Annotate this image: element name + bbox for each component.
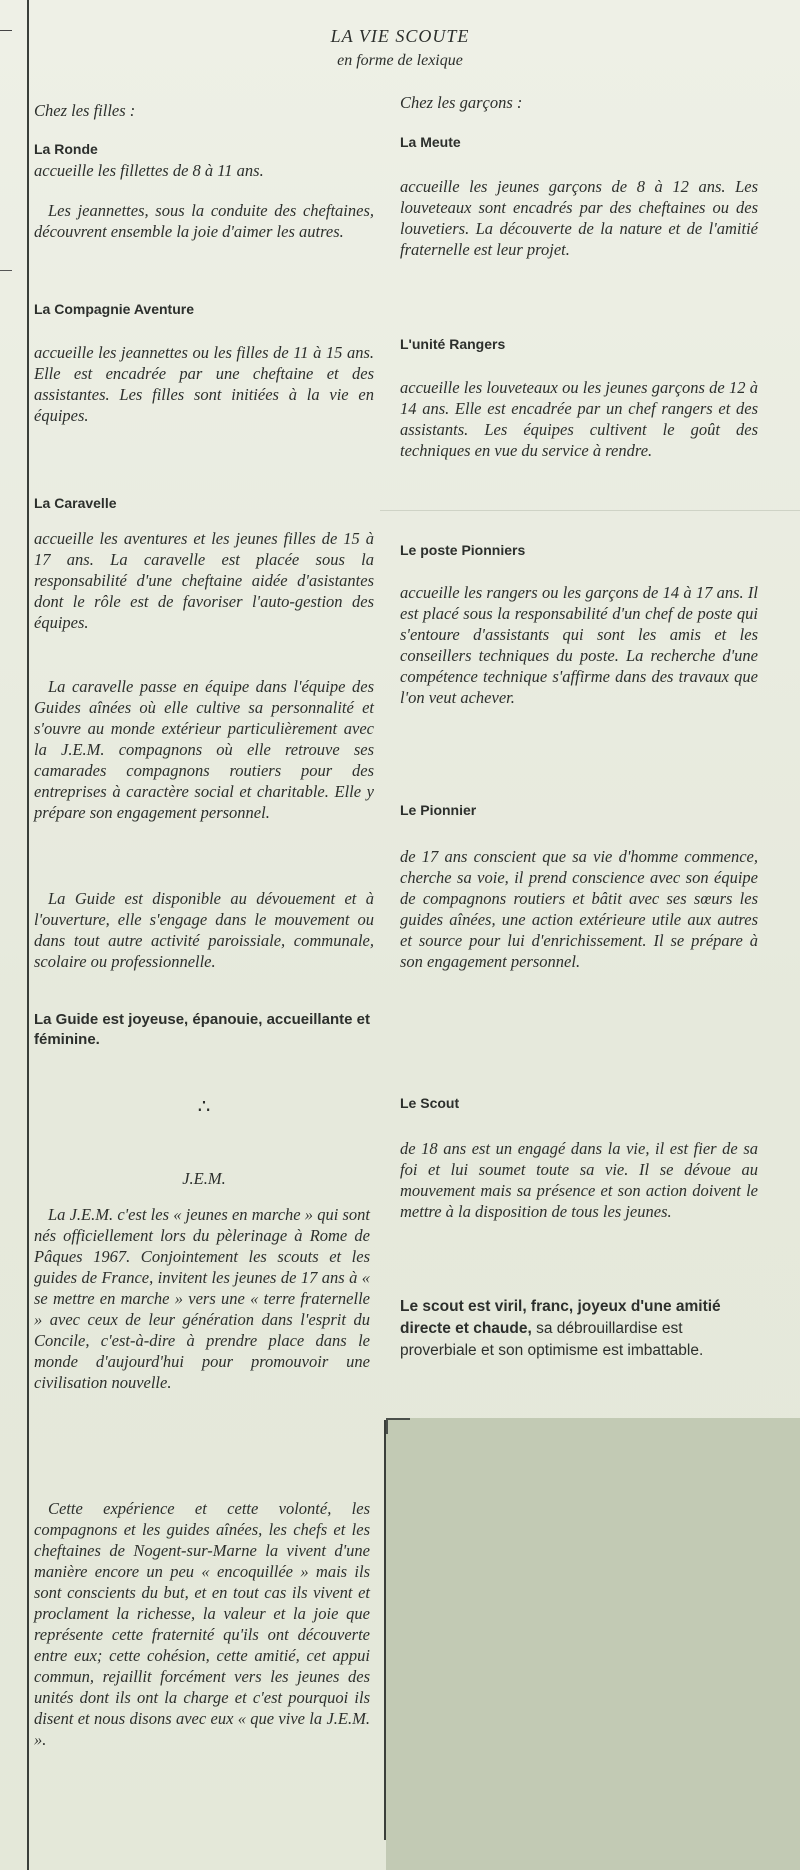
pionniers-text: accueille les rangers ou les garçons de 14 à 17 ans. Il est placé sous la responsabilité d'un chef de poste qui s'entoure d'assistants qui sont les amis et les conseillers techniques du poste. La recherche d'une compétence technique s'affirme dans des travaux que l'on veut achever.: [400, 583, 758, 707]
jem-text-1: La J.E.M. c'est les « jeunes en marche » qui sont nés officiellement lors du pèlerinage à Rome de Pâques 1967. Conjointement les scouts et les guides de France, invitent les jeunes de 17 ans à « se mettre en marche » vers une « terre fraternelle » avec ceux de leur génération dans l'esprit du Concile, c'est-à-dire à prendre place dans le monde d'aujourd'hui pour promouvoir une civilisation nouvelle.: [34, 1205, 370, 1392]
rangers-text: accueille les louveteaux ou les jeunes garçons de 12 à 14 ans. Elle est encadrée par un chef rangers et des assistants. Les équipes cultivent le goût des techniques en vue du service à rendre.: [400, 378, 758, 460]
rangers-heading: L'unité Rangers: [400, 336, 506, 352]
scout-text-2-rest: sa débrouillardise est proverbiale et son optimisme est imbattable.: [400, 1320, 704, 1359]
edge-mark: [0, 270, 12, 271]
scout-heading: Le Scout: [400, 1095, 460, 1111]
left-column-rule: [27, 0, 29, 1870]
scout-text-2-bold: Le scout est viril, franc, joyeux d'une amitié directe et chaude,: [400, 1298, 721, 1337]
jem-text-2: Cette expérience et cette volonté, les compagnons et les guides aînées, les chefs et les cheftaines de Nogent-sur-Marne la vivent d'une manière encore un peu « encoquillée » mais ils sont conscients du but, et en tout cas ils vivent et proclament la richesse, la valeur et la joie que représente cette fraternité qu'ils ont découverte entre eux; cette cohésion, cette amitié, cet appui commun, rejaillit forcément vers les jeunes des unités dont ils ont la charge et c'est pourquoi ils disent et nous disons avec eux « que vive la J.E.M. ».: [34, 1499, 370, 1749]
corner-mark: [386, 1418, 388, 1434]
column-rule: [384, 1420, 386, 1840]
ronde-text: accueille les fillettes de 8 à 11 ans.: [34, 161, 264, 180]
meute-heading: La Meute: [400, 134, 461, 150]
scout-text: de 18 ans est un engagé dans la vie, il est fier de sa foi et lui soumet toute sa vie. Il se dévoue au mouvement mais sa présence et son action doivent le mettre à la disposition de tous les jeunes.: [400, 1139, 758, 1221]
caravelle-text-2: La caravelle passe en équipe dans l'équipe des Guides aînées où elle cultive sa personnalité et s'ouvre au monde extérieur particulièrement avec la J.E.M. compagnons où elle retrouve ses camarades compagnons routiers pour des entreprises à caractère social et charitable. Elle y prépare son engagement personnel.: [34, 677, 374, 822]
article-title: LA VIE SCOUTE: [330, 26, 470, 46]
blank-patch: [386, 1418, 800, 1870]
pionnier-heading: Le Pionnier: [400, 802, 477, 818]
left-intro: Chez les filles :: [34, 101, 136, 120]
compagnie-text: accueille les jeannettes ou les filles de 11 à 15 ans. Elle est encadrée par une cheftaine et des assistantes. Les filles sont initiées à la vie en équipes.: [34, 343, 374, 425]
caravelle-heading: La Caravelle: [34, 495, 117, 511]
caravelle-text-4: La Guide est joyeuse, épanouie, accueillante et féminine.: [34, 1011, 370, 1048]
pionniers-heading: Le poste Pionniers: [400, 542, 526, 558]
corner-mark: [386, 1418, 410, 1420]
meute-text: accueille les jeunes garçons de 8 à 12 ans. Les louveteaux sont encadrés par des cheftaines ou des louvetiers. La découverte de la nature et de l'amitié fraternelle est leur projet.: [400, 177, 758, 259]
paper-fold-line: [380, 510, 800, 511]
jem-heading: J.E.M.: [182, 1169, 226, 1188]
scout-text-2: [400, 1296, 758, 1362]
compagnie-heading: La Compagnie Aventure: [34, 301, 194, 317]
right-intro: Chez les garçons :: [400, 93, 523, 112]
ornament-icon: ∴: [197, 1096, 211, 1118]
article-subtitle: en forme de lexique: [337, 52, 463, 69]
caravelle-text-3: La Guide est disponible au dévouement et à l'ouverture, elle s'engage dans le mouvement ou dans tout autre activité paroissiale, communale, scolaire ou professionnelle.: [34, 889, 374, 971]
caravelle-text-1: accueille les aventures et les jeunes filles de 15 à 17 ans. La caravelle est placée sous la responsabilité d'une cheftaine aidée d'asistantes dont le rôle est de favoriser l'auto-gestion des équipes.: [34, 529, 374, 632]
ronde-text-2: Les jeannettes, sous la conduite des cheftaines, découvrent ensemble la joie d'aimer les autres.: [34, 201, 374, 241]
ronde-heading: La Ronde: [34, 141, 98, 157]
pionnier-text: de 17 ans conscient que sa vie d'homme commence, cherche sa voie, il prend conscience avec son équipe de compagnons routiers et bâtit avec ses sœurs les guides aînées, une action extérieure utile aux autres et source pour lui d'enrichissement. Il se prépare à son engagement personnel.: [400, 847, 758, 971]
